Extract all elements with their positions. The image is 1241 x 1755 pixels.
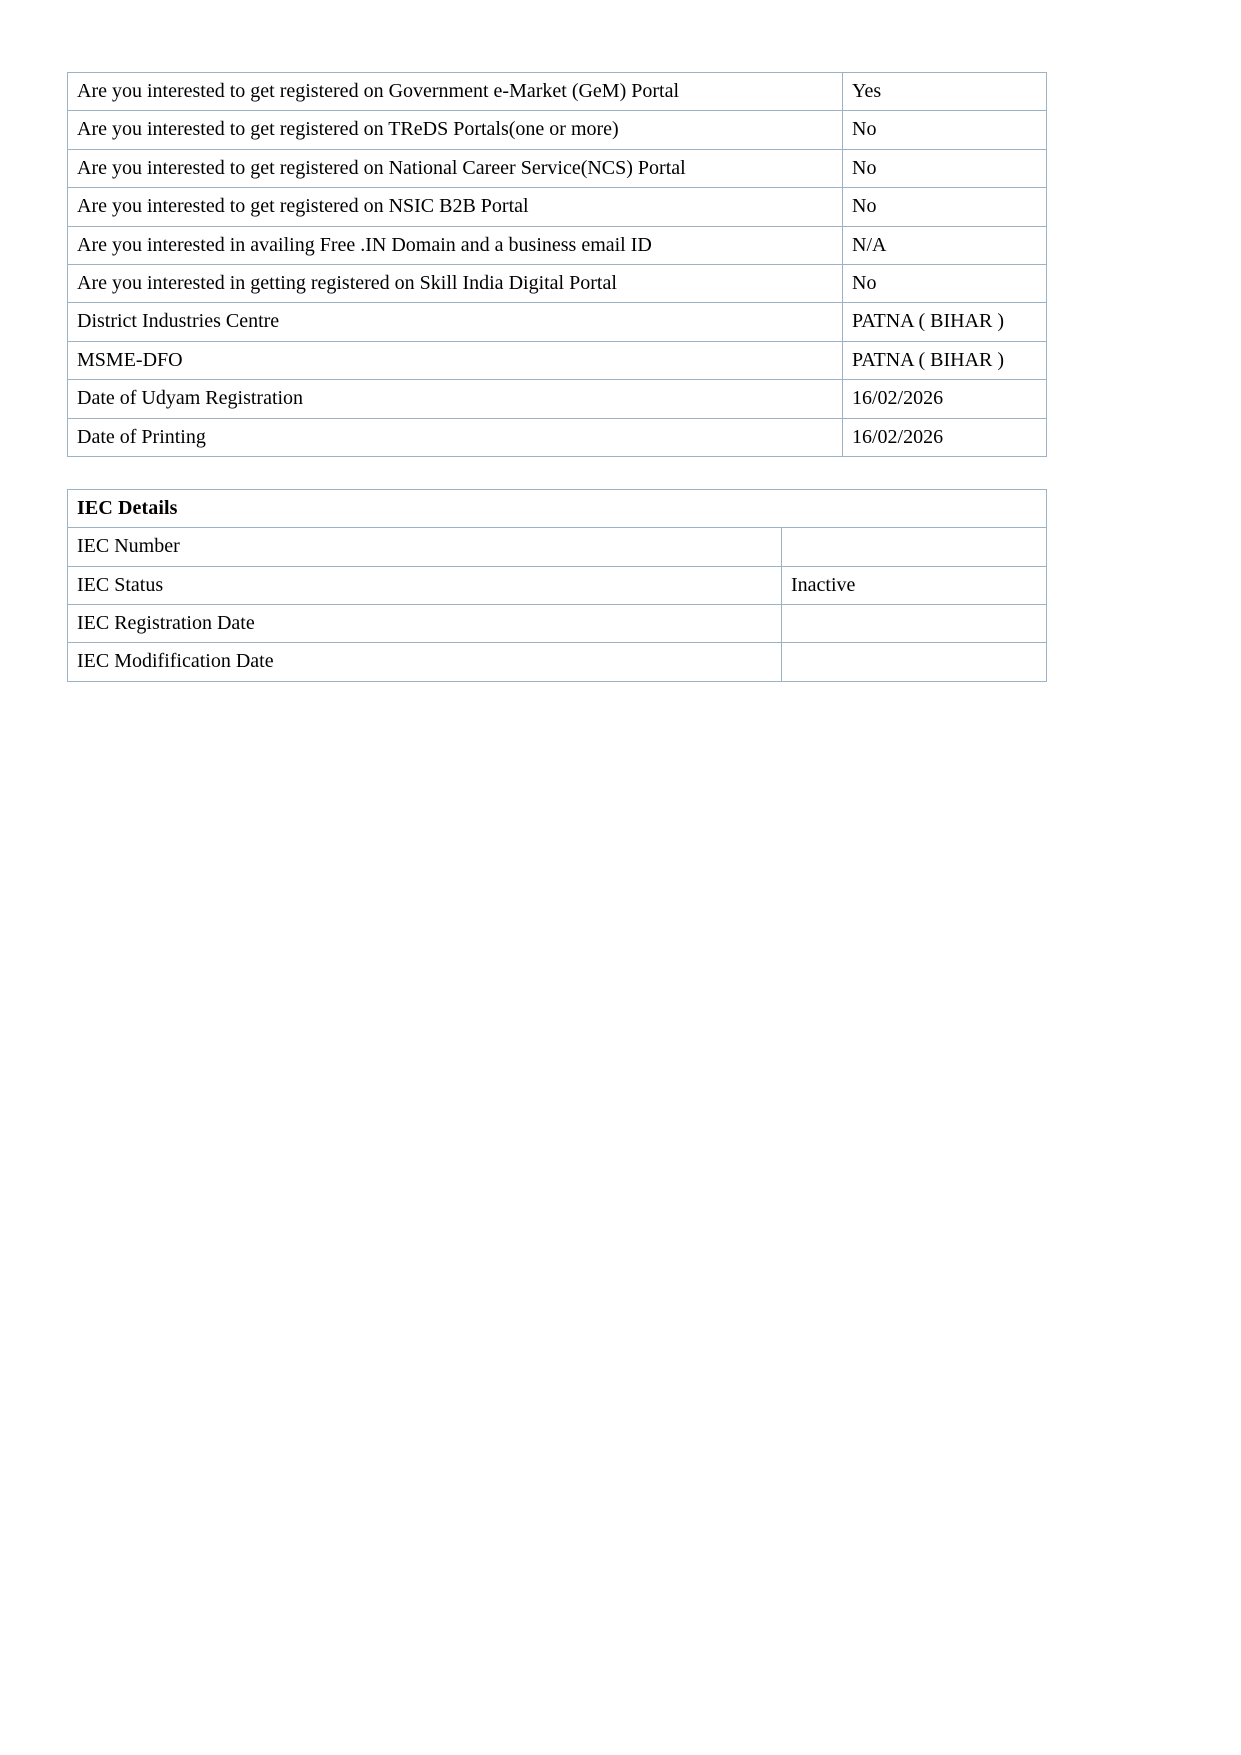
row-label: Date of Printing: [68, 418, 843, 456]
table-row: [68, 380, 1047, 418]
table-row: [68, 528, 1047, 566]
table-row: [68, 73, 1047, 111]
iec-details-body: [68, 489, 1047, 681]
row-value: [782, 605, 1047, 643]
row-label: District Industries Centre: [68, 303, 843, 341]
registration-interests-body: [68, 73, 1047, 457]
row-value: PATNA ( BIHAR ): [843, 303, 1047, 341]
row-label: IEC Status: [68, 566, 782, 604]
iec-details-heading: IEC Details: [68, 489, 1047, 527]
table-spacer: [67, 457, 1046, 489]
row-label: Date of Udyam Registration: [68, 380, 843, 418]
row-label: IEC Number: [68, 528, 782, 566]
row-value: PATNA ( BIHAR ): [843, 341, 1047, 379]
table-row: [68, 418, 1047, 456]
row-value: [782, 528, 1047, 566]
row-value: Yes: [843, 73, 1047, 111]
row-label: Are you interested in getting registered on Skill India Digital Portal: [68, 264, 843, 302]
row-value: [782, 643, 1047, 681]
row-value: No: [843, 264, 1047, 302]
table-section-header-row: [68, 489, 1047, 527]
row-label: Are you interested to get registered on TReDS Portals(one or more): [68, 111, 843, 149]
table-row: [68, 188, 1047, 226]
row-value: 16/02/2026: [843, 380, 1047, 418]
table-row: [68, 605, 1047, 643]
table-row: [68, 566, 1047, 604]
row-label: IEC Registration Date: [68, 605, 782, 643]
row-label: Are you interested to get registered on Government e-Market (GeM) Portal: [68, 73, 843, 111]
row-value: N/A: [843, 226, 1047, 264]
row-value: No: [843, 188, 1047, 226]
table-row: [68, 341, 1047, 379]
table-row: [68, 303, 1047, 341]
table-row: [68, 264, 1047, 302]
table-row: [68, 643, 1047, 681]
row-value: No: [843, 111, 1047, 149]
row-value: No: [843, 149, 1047, 187]
table-row: [68, 226, 1047, 264]
table-row: [68, 111, 1047, 149]
row-label: Are you interested to get registered on National Career Service(NCS) Portal: [68, 149, 843, 187]
table-row: [68, 149, 1047, 187]
row-label: IEC Modifification Date: [68, 643, 782, 681]
row-label: MSME-DFO: [68, 341, 843, 379]
row-label: Are you interested to get registered on NSIC B2B Portal: [68, 188, 843, 226]
row-label: Are you interested in availing Free .IN Domain and a business email ID: [68, 226, 843, 264]
row-value: 16/02/2026: [843, 418, 1047, 456]
row-value: Inactive: [782, 566, 1047, 604]
iec-details-table: [67, 489, 1047, 682]
registration-interests-table: [67, 72, 1047, 457]
